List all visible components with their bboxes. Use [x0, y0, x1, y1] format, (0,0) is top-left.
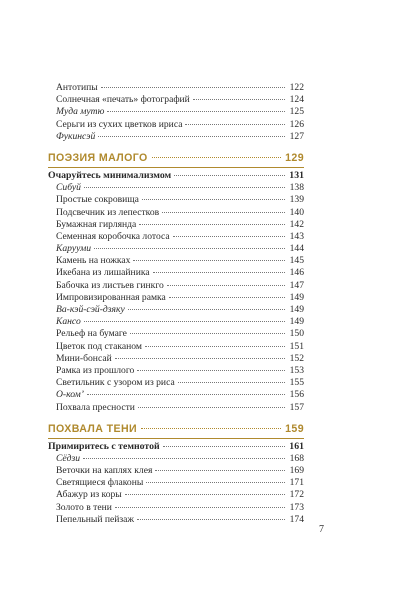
- dot-leader: [155, 470, 285, 471]
- entry-page: 150: [289, 328, 304, 340]
- entry-title: О-комʼ: [56, 389, 84, 401]
- entry-title: Очаруйтесь минимализмом: [48, 169, 172, 181]
- entry-page: 161: [289, 440, 304, 452]
- dot-leader: [174, 175, 285, 176]
- dot-leader: [178, 382, 285, 383]
- toc-entry: [48, 106, 304, 118]
- entry-title: Абажур из коры: [56, 489, 122, 501]
- entry-title: Сёдзи: [56, 452, 81, 464]
- entry-page: 124: [289, 94, 304, 106]
- entry-title: Рельеф на бумаге: [56, 328, 127, 340]
- entry-page: 149: [289, 291, 304, 303]
- entry-page: 168: [289, 452, 304, 464]
- dot-leader: [94, 248, 285, 249]
- entry-page: 156: [289, 389, 304, 401]
- toc-entry: [48, 353, 304, 365]
- entry-title: Антотипы: [56, 82, 98, 93]
- toc-entry: [48, 280, 304, 292]
- section-title: ПОХВАЛА ТЕНИ: [48, 422, 138, 435]
- table-of-contents: [48, 82, 304, 526]
- dot-leader: [84, 321, 285, 322]
- dot-leader: [167, 285, 285, 286]
- dot-leader: [142, 199, 285, 200]
- toc-entry: [48, 292, 304, 304]
- section-rule: [48, 438, 304, 439]
- entry-page: 157: [289, 401, 304, 413]
- entry-page: 153: [289, 364, 304, 376]
- toc-entry: [48, 377, 304, 389]
- entry-page: 173: [289, 501, 304, 513]
- toc-entry: [48, 341, 304, 353]
- section-title: ПОЭЗИЯ МАЛОГО: [48, 151, 148, 164]
- entry-page: 149: [289, 304, 304, 315]
- toc-entry: [48, 304, 304, 316]
- dot-leader: [169, 297, 285, 298]
- dot-leader: [115, 507, 285, 508]
- entry-title: Сибуй: [56, 182, 81, 194]
- entry-page: 149: [289, 316, 304, 328]
- entry-page: 172: [289, 489, 304, 501]
- entry-page: 122: [289, 82, 304, 93]
- entry-title: Фукинсэй: [56, 130, 96, 142]
- dot-leader: [138, 407, 285, 408]
- toc-entry: [48, 267, 304, 279]
- entry-title: Рамка из прошлого: [56, 364, 135, 376]
- toc-entry: [48, 477, 304, 489]
- entry-title: Импровизированная рамка: [56, 291, 166, 303]
- entry-title: Светильник с узором из риса: [56, 377, 175, 389]
- entry-page: 151: [289, 340, 304, 352]
- toc-entry: [48, 182, 304, 194]
- entry-page: 138: [289, 182, 304, 194]
- dot-leader: [133, 260, 285, 261]
- dot-leader: [125, 494, 285, 495]
- dot-leader: [87, 394, 285, 395]
- dot-leader: [146, 482, 285, 483]
- toc-entry: [48, 243, 304, 255]
- toc-entry: [48, 365, 304, 377]
- entry-title: Примиритесь с темнотой: [48, 440, 160, 452]
- dot-leader: [153, 272, 285, 273]
- entry-title: Простые сокровища: [56, 194, 139, 206]
- section-heading: [48, 422, 304, 436]
- dot-leader: [185, 124, 285, 125]
- entry-page: 140: [289, 206, 304, 218]
- entry-title: Светящиеся флаконы: [56, 477, 144, 489]
- entry-page: 126: [289, 118, 304, 130]
- toc-entry: [48, 231, 304, 243]
- entry-title: Веточки на каплях клея: [56, 465, 153, 477]
- entry-page: 131: [289, 169, 304, 181]
- dot-leader: [162, 212, 285, 213]
- entry-page: 171: [289, 477, 304, 489]
- toc-entry: [48, 94, 304, 106]
- dot-leader: [84, 187, 285, 188]
- toc-entry: [48, 465, 304, 477]
- toc-entry: [48, 194, 304, 206]
- entry-page: 169: [289, 465, 304, 477]
- toc-entry: [48, 453, 304, 465]
- dot-leader: [107, 111, 285, 112]
- entry-page: 139: [289, 194, 304, 206]
- entry-page: 155: [289, 377, 304, 389]
- toc-entry: [48, 389, 304, 401]
- dot-leader: [137, 519, 285, 520]
- entry-title: Солнечная «печать» фотографий: [56, 94, 190, 106]
- entry-title: Мини-бонсай: [56, 352, 112, 364]
- entry-title: Бумажная гирлянда: [56, 218, 137, 230]
- section-rule: [48, 167, 304, 168]
- entry-title: Кансо: [56, 316, 81, 328]
- entry-page: 125: [289, 106, 304, 118]
- entry-title: Цветок под стаканом: [56, 340, 142, 352]
- toc-entry: [48, 514, 304, 526]
- toc-entry: [48, 328, 304, 340]
- entry-title: Муда мутю: [56, 106, 105, 118]
- toc-entry: [48, 502, 304, 514]
- entry-page: 146: [289, 267, 304, 279]
- entry-page: 174: [289, 513, 304, 525]
- entry-title: Камень на ножках: [56, 255, 131, 267]
- toc-entry: [48, 207, 304, 219]
- toc-entry: [48, 255, 304, 267]
- dot-leader: [139, 224, 285, 225]
- dot-leader: [193, 99, 285, 100]
- entry-title: Икебана из лишайника: [56, 267, 150, 279]
- dot-leader: [115, 358, 285, 359]
- dot-leader: [145, 346, 285, 347]
- entry-title: Золото в тени: [56, 501, 112, 513]
- toc-entry: [48, 82, 304, 94]
- entry-page: 142: [289, 218, 304, 230]
- page-number: 7: [319, 524, 324, 535]
- chapter-entry: [48, 441, 304, 453]
- entry-page: 145: [289, 255, 304, 267]
- toc-entry: [48, 131, 304, 143]
- entry-title: Серьги из сухих цветков ириса: [56, 118, 183, 130]
- entry-title: Карууми: [56, 243, 92, 255]
- section-heading: [48, 151, 304, 165]
- toc-entry: [48, 489, 304, 501]
- dot-leader: [128, 309, 285, 310]
- toc-entry: [48, 119, 304, 131]
- entry-title: Бабочка из листьев гинкго: [56, 279, 164, 291]
- entry-page: 152: [289, 352, 304, 364]
- toc-entry: [48, 316, 304, 328]
- entry-page: 143: [289, 230, 304, 242]
- entry-title: Пепельный пейзаж: [56, 513, 135, 525]
- section-page: 159: [285, 422, 304, 435]
- dot-leader: [98, 136, 285, 137]
- toc-entry: [48, 402, 304, 414]
- entry-page: 127: [289, 130, 304, 142]
- entry-page: 144: [289, 243, 304, 255]
- dot-leader: [152, 157, 281, 158]
- dot-leader: [83, 458, 285, 459]
- dot-leader: [101, 87, 285, 88]
- dot-leader: [173, 236, 285, 237]
- entry-page: 147: [289, 279, 304, 291]
- entry-title: Похвала пресности: [56, 401, 135, 413]
- chapter-entry: [48, 170, 304, 182]
- entry-title: Подсвечник из лепестков: [56, 206, 160, 218]
- entry-title: Семенная коробочка лотоса: [56, 230, 170, 242]
- section-page: 129: [285, 151, 304, 164]
- dot-leader: [141, 428, 281, 429]
- entry-title: Ва-кэй-сэй-дзяку: [56, 304, 125, 315]
- dot-leader: [130, 333, 285, 334]
- dot-leader: [163, 446, 285, 447]
- dot-leader: [137, 370, 285, 371]
- toc-entry: [48, 219, 304, 231]
